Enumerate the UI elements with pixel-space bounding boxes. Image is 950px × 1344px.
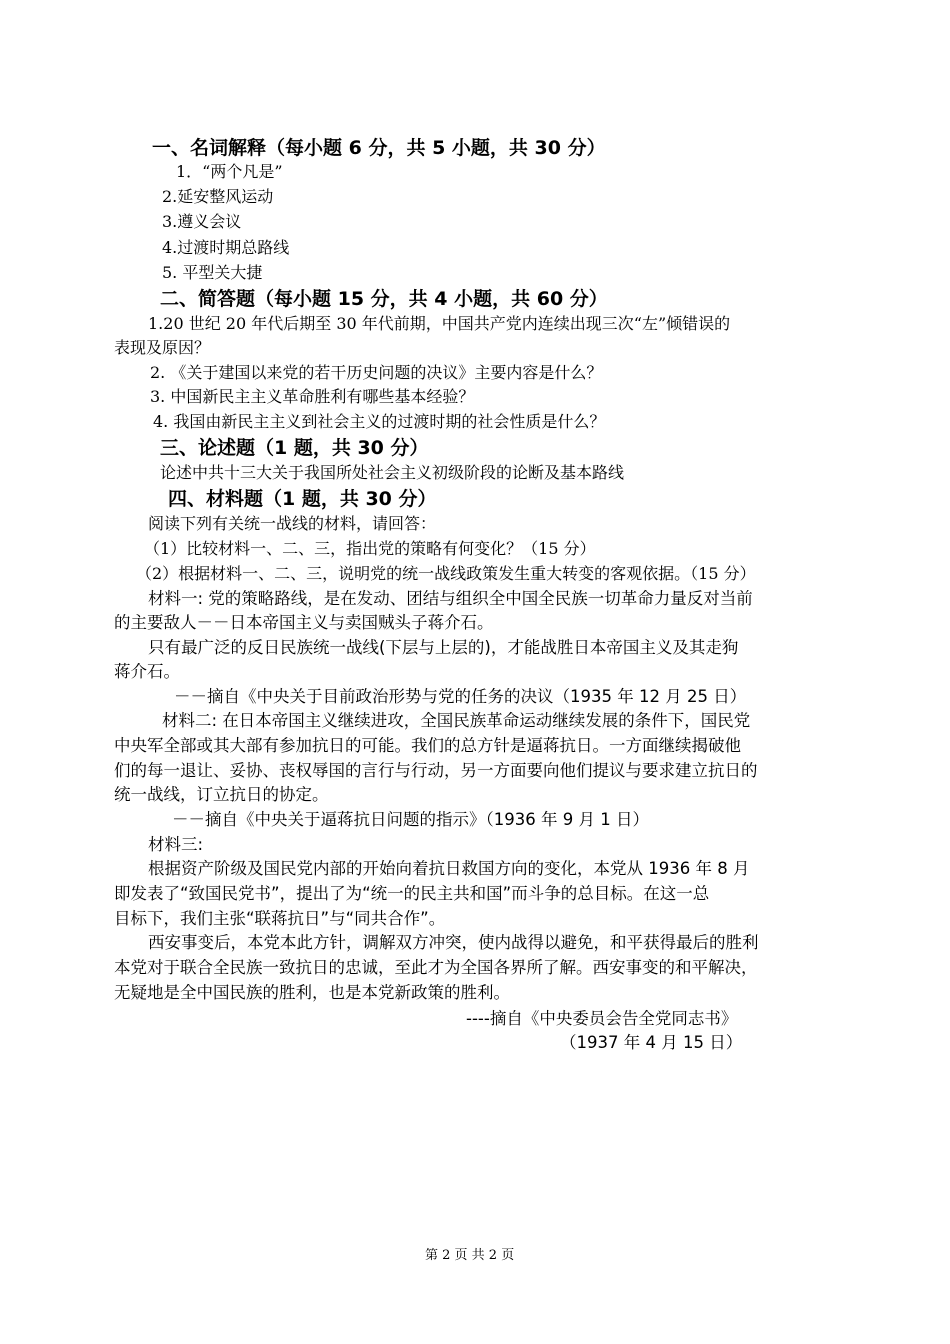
short-q1-line2: 表现及原因？ [114,338,211,357]
material3-line5: 本党对于联合全民族一致抗日的忠诚，至此才为全国各界所了解。西安事变的和平解决， [114,958,758,977]
material1-line1: 材料一: 党的策略路线，是在发动、团结与组织全中国全民族一切革命力量反对当前 [148,589,753,608]
short-q4: 4. 我国由新民主主义到社会主义的过渡时期的社会性质是什么？ [153,412,606,431]
essay-question: 论述中共十三大关于我国所处社会主义初级阶段的论断及基本路线 [160,463,625,482]
section3-heading: 三、论述题（1 题，共 30 分） [160,437,429,459]
term-item-3: 3.遵义会议 [162,212,242,231]
term-item-5: 5. 平型关大捷 [162,263,263,282]
short-q1-line1: 1.20 世纪 20 年代后期至 30 年代前期，中国共产党内连续出现三次“左”倾错误的 [148,314,731,333]
section1-heading: 一、名词解释（每小题 6 分，共 5 小题，共 30 分） [152,137,606,159]
material2-line3: 们的每一退让、妥协、丧权辱国的言行与行动，另一方面要向他们提议与要求建立抗日的 [114,761,758,780]
short-q2: 2. 《关于建国以来党的若干历史问题的决议》主要内容是什么？ [150,363,603,382]
material2-source: －－摘自《中央关于逼蒋抗日问题的指示》（1936 年 9 月 1 日） [172,810,649,829]
term-item-2: 2.延安整风运动 [162,187,274,206]
material1-line4: 蒋介石。 [114,662,180,681]
material3-line6: 无疑地是全中国民族的胜利，也是本党新政策的胜利。 [114,983,510,1002]
term-item-1: 1．“两个凡是” [176,162,283,181]
material3-line2: 即发表了“致国民党书”，提出了为“统一的民主共和国”而斗争的总目标。在这一总 [114,884,710,903]
material2-line2: 中央军全部或其大部有参加抗日的可能。我们的总方针是逼蒋抗日。一方面继续揭破他 [114,736,741,755]
section2-heading: 二、简答题（每小题 15 分，共 4 小题，共 60 分） [160,288,608,310]
page-footer: 第 2 页 共 2 页 [425,1248,515,1263]
material-sub2: （2）根据材料一、二、三，说明党的统一战线政策发生重大转变的客观依据。（15 分） [136,564,756,583]
material-sub1: （1）比较材料一、二、三，指出党的策略有何变化？（15 分） [144,539,596,558]
material1-line2: 的主要敌人－－日本帝国主义与卖国贼头子蒋介石。 [114,613,494,632]
material3-date: （1937 年 4 月 15 日） [560,1033,743,1052]
material3-line1: 根据资产阶级及国民党内部的开始向着抗日救国方向的变化，本党从 1936 年 8 月 [148,859,750,878]
term-item-4: 4.过渡时期总路线 [162,238,290,257]
material3-label: 材料三: [148,835,204,854]
material-intro: 阅读下列有关统一战线的材料，请回答： [148,514,437,533]
material1-source: －－摘自《中央关于目前政治形势与党的任务的决议（1935 年 12 月 25 日） [174,687,747,706]
section4-heading: 四、材料题（1 题，共 30 分） [168,488,437,510]
material1-line3: 只有最广泛的反日民族统一战线(下层与上层的)，才能战胜日本帝国主义及其走狗 [148,638,739,657]
material2-line4: 统一战线，订立抗日的协定。 [114,785,329,804]
material2-line1: 材料二: 在日本帝国主义继续进攻，全国民族革命运动继续发展的条件下，国民党 [162,711,751,730]
material3-line4: 西安事变后，本党本此方针，调解双方冲突，使内战得以避免，和平获得最后的胜利 [148,933,759,952]
material3-line3: 目标下，我们主张“联蒋抗日”与“同共合作”。 [114,909,446,928]
short-q3: 3. 中国新民主主义革命胜利有哪些基本经验？ [150,387,475,406]
material3-source: ----摘自《中央委员会告全党同志书》 [466,1009,738,1028]
